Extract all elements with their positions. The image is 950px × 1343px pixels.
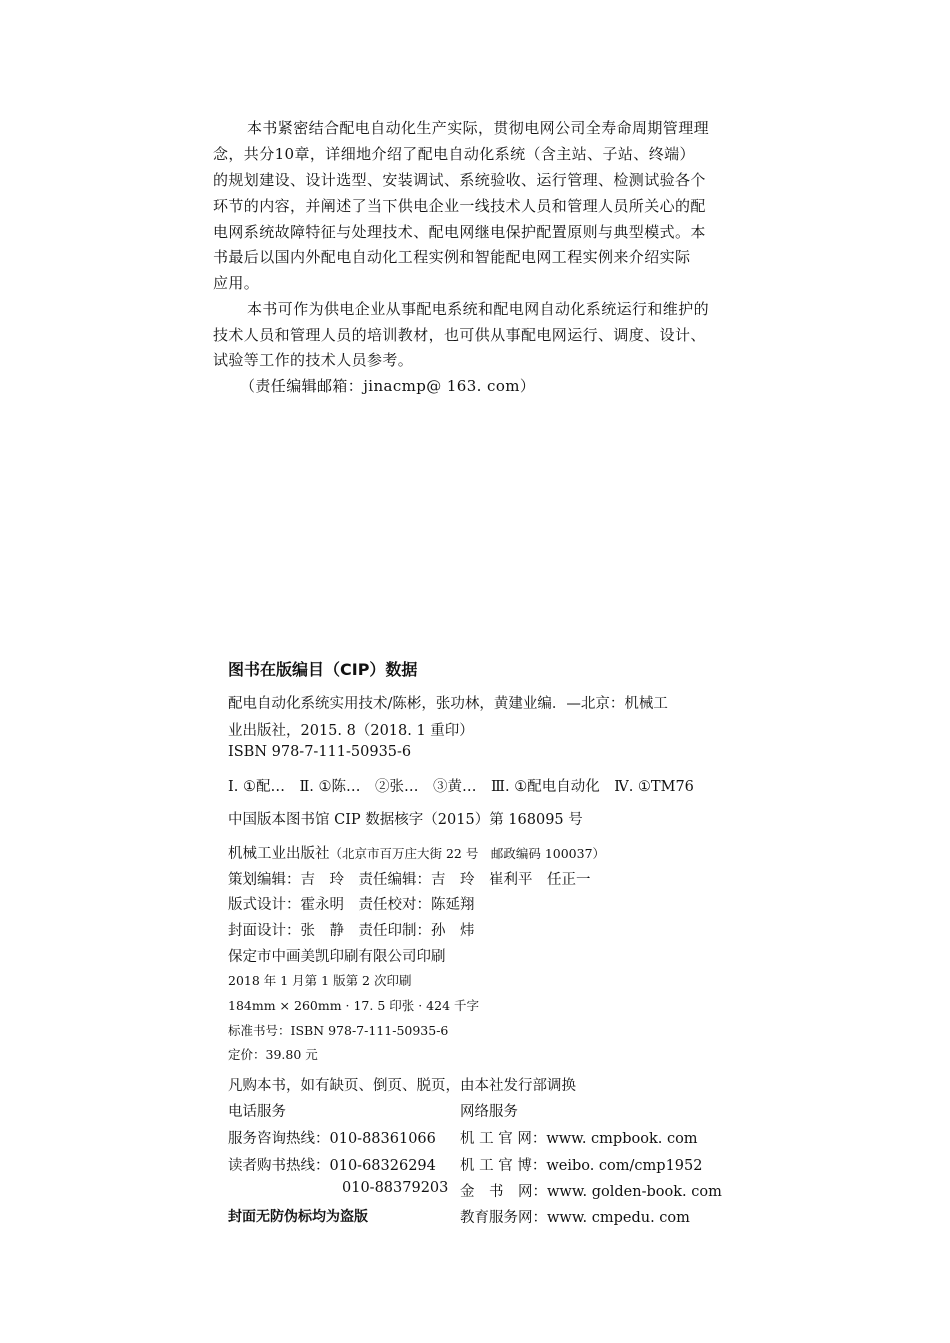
standard-number: 标准书号：ISBN 978-7-111-50935-6 — [228, 1023, 449, 1038]
layout-design: 版式设计：霍永明 责任校对：陈延翔 — [228, 897, 475, 913]
summary-line: 技术人员和管理人员的培训教材，也可供从事配电网运行、调度、设计、 — [213, 326, 706, 344]
summary-line: 试验等工作的技术人员参考。 — [213, 351, 414, 369]
summary-line: 本书可作为供电企业从事配电系统和配电网自动化系统运行和维护的 — [247, 300, 710, 318]
web-row: 教育服务网：www. cmpedu. com — [460, 1210, 690, 1226]
publisher-name: 机械工业出版社 — [228, 846, 330, 862]
phone-row: 服务咨询热线：010-88361066 — [228, 1131, 436, 1147]
summary-line: 电网系统故障特征与处理技术、配电网继电保护配置原则与典型模式。本 — [213, 223, 706, 241]
cip-subjects: Ⅰ. ①配… Ⅱ. ①陈… ②张… ③黄… Ⅲ. ①配电自动化 Ⅳ. ①TM76 — [228, 779, 694, 795]
anti-counterfeit-notice: 封面无防伪标均为盗版 — [228, 1209, 368, 1225]
cover-design: 封面设计：张 静 责任印制：孙 炜 — [228, 923, 475, 939]
publisher-name-line — [228, 842, 605, 863]
cip-title: 图书在版编目（CIP）数据 — [228, 660, 418, 679]
web-row: 机 工 官 网：www. cmpbook. com — [460, 1131, 698, 1147]
phone-service-header: 电话服务 — [228, 1104, 286, 1120]
phone-row: 010-88379203 — [342, 1180, 449, 1196]
price: 定价：39.80 元 — [228, 1047, 318, 1062]
editor-email: （责任编辑邮箱：jinacmp@ 163. com） — [240, 377, 536, 395]
summary-line: 书最后以国内外配电自动化工程实例和智能配电网工程实例来介绍实际 — [213, 248, 691, 266]
edition-info: 2018 年 1 月第 1 版第 2 次印刷 — [228, 973, 412, 988]
cip-entry-line: 业出版社，2015. 8（2018. 1 重印） — [228, 723, 474, 739]
editors: 策划编辑：吉 玲 责任编辑：吉 玲 崔利平 任正一 — [228, 872, 591, 888]
publisher-address: （北京市百万庄大街 22 号 邮政编码 100037） — [329, 846, 606, 861]
printer: 保定市中画美凯印刷有限公司印刷 — [228, 949, 446, 965]
phone-row: 读者购书热线：010-68326294 — [228, 1158, 436, 1174]
format-info: 184mm × 260mm · 17. 5 印张 · 424 千字 — [228, 998, 480, 1013]
cip-isbn: ISBN 978-7-111-50935-6 — [228, 744, 412, 760]
summary-line: 念，共分10章，详细地介绍了配电自动化系统（含主站、子站、终端） — [213, 145, 695, 163]
summary-line: 本书紧密结合配电自动化生产实际，贯彻电网公司全寿命周期管理理 — [247, 119, 710, 137]
summary-line: 环节的内容，并阐述了当下供电企业一线技术人员和管理人员所关心的配 — [213, 197, 706, 215]
summary-line: 的规划建设、设计选型、安装调试、系统验收、运行管理、检测试验各个 — [213, 171, 706, 189]
summary-line: 应用。 — [213, 274, 260, 292]
cip-number: 中国版本图书馆 CIP 数据核字（2015）第 168095 号 — [228, 812, 583, 828]
web-row: 金 书 网：www. golden-book. com — [460, 1184, 722, 1200]
web-row: 机 工 官 博：weibo. com/cmp1952 — [460, 1158, 703, 1174]
replacement-notice: 凡购本书，如有缺页、倒页、脱页，由本社发行部调换 — [228, 1078, 576, 1094]
cip-entry-line: 配电自动化系统实用技术/陈彬，张功林，黄建业编．—北京：机械工 — [228, 696, 668, 712]
web-service-header: 网络服务 — [460, 1104, 518, 1120]
